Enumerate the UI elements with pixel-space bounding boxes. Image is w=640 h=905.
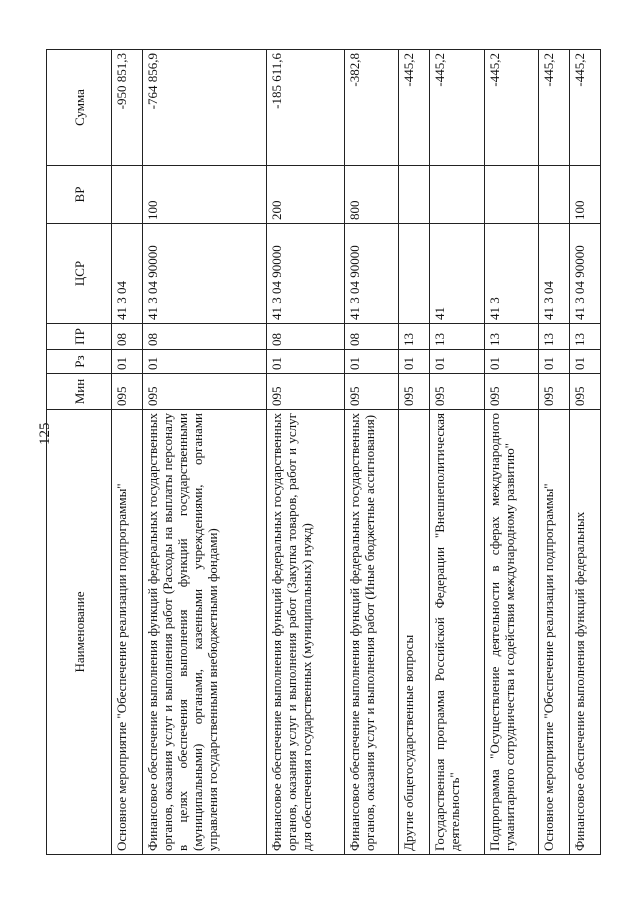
cell-pr: 13 xyxy=(399,324,430,350)
cell-csr: 41 3 04 90000 xyxy=(143,224,267,324)
table-header-row xyxy=(47,50,112,855)
cell-name: Финансовое обеспечение выполнения функций федеральных xyxy=(569,410,600,855)
cell-min: 095 xyxy=(399,374,430,410)
cell-rz: 01 xyxy=(267,350,345,374)
cell-sum: -445,2 xyxy=(569,50,600,166)
cell-vr xyxy=(430,166,484,224)
cell-csr: 41 3 04 90000 xyxy=(267,224,345,324)
cell-rz: 01 xyxy=(399,350,430,374)
header-min: Мин xyxy=(47,374,112,410)
cell-sum: -445,2 xyxy=(430,50,484,166)
cell-rz: 01 xyxy=(143,350,267,374)
cell-vr: 800 xyxy=(344,166,398,224)
cell-csr xyxy=(399,224,430,324)
cell-min: 095 xyxy=(143,374,267,410)
cell-pr: 13 xyxy=(538,324,569,350)
cell-sum: -445,2 xyxy=(399,50,430,166)
cell-vr: 100 xyxy=(569,166,600,224)
cell-pr: 08 xyxy=(112,324,143,350)
cell-name: Другие общегосударственные вопросы xyxy=(399,410,430,855)
cell-vr xyxy=(399,166,430,224)
cell-sum: -764 856,9 xyxy=(143,50,267,166)
table-row xyxy=(399,50,430,855)
cell-min: 095 xyxy=(569,374,600,410)
table-row xyxy=(344,50,398,855)
cell-csr: 41 3 04 xyxy=(538,224,569,324)
cell-name: Подпрограмма "Осуществление деятельности в сферах международного гуманитарного сотрудничества и содействия международному развитию" xyxy=(484,410,538,855)
cell-vr xyxy=(484,166,538,224)
cell-name: Государственная программа Российской Федерации "Внешнеполитическая деятельность" xyxy=(430,410,484,855)
table-row xyxy=(430,50,484,855)
cell-csr: 41 3 04 xyxy=(112,224,143,324)
rotated-table-container xyxy=(46,50,601,855)
cell-pr: 08 xyxy=(143,324,267,350)
cell-vr: 100 xyxy=(143,166,267,224)
cell-rz: 01 xyxy=(344,350,398,374)
cell-csr: 41 3 xyxy=(484,224,538,324)
cell-csr: 41 3 04 90000 xyxy=(569,224,600,324)
table-row xyxy=(569,50,600,855)
cell-pr: 13 xyxy=(430,324,484,350)
cell-name: Основное мероприятие "Обеспечение реализации подпрограммы" xyxy=(538,410,569,855)
cell-vr: 200 xyxy=(267,166,345,224)
header-csr: ЦСР xyxy=(47,224,112,324)
cell-csr: 41 xyxy=(430,224,484,324)
header-name: Наименование xyxy=(47,410,112,855)
cell-pr: 08 xyxy=(344,324,398,350)
table-row xyxy=(112,50,143,855)
cell-min: 095 xyxy=(430,374,484,410)
table-row xyxy=(267,50,345,855)
cell-min: 095 xyxy=(484,374,538,410)
budget-table xyxy=(46,49,601,855)
table-row xyxy=(143,50,267,855)
cell-pr: 08 xyxy=(267,324,345,350)
cell-name: Финансовое обеспечение выполнения функций федеральных государственных органов, оказания услуг и выполнения работ (Закупка товаров, работ и услуг для обеспечения государственных (муниципальных) нужд) xyxy=(267,410,345,855)
cell-sum: -445,2 xyxy=(538,50,569,166)
page-number: 125 xyxy=(37,422,53,445)
header-sum: Сумма xyxy=(47,50,112,166)
cell-sum: -950 851,3 xyxy=(112,50,143,166)
cell-rz: 01 xyxy=(430,350,484,374)
cell-pr: 13 xyxy=(569,324,600,350)
cell-sum: -382,8 xyxy=(344,50,398,166)
cell-pr: 13 xyxy=(484,324,538,350)
cell-min: 095 xyxy=(267,374,345,410)
table-row xyxy=(484,50,538,855)
cell-csr: 41 3 04 90000 xyxy=(344,224,398,324)
cell-name: Финансовое обеспечение выполнения функций федеральных государственных органов, оказания услуг и выполнения работ (Расходы на выплаты персоналу в целях обеспечения выполнения функций государственными (муниципальными) органами, казенными учреждениями, органами управления государственными внебюджетными фондами) xyxy=(143,410,267,855)
header-pr: ПР xyxy=(47,324,112,350)
cell-min: 095 xyxy=(344,374,398,410)
header-rz: Рз xyxy=(47,350,112,374)
cell-rz: 01 xyxy=(484,350,538,374)
cell-sum: -185 611,6 xyxy=(267,50,345,166)
cell-rz: 01 xyxy=(538,350,569,374)
cell-vr xyxy=(538,166,569,224)
cell-name: Финансовое обеспечение выполнения функций федеральных государственных органов, оказания услуг и выполнения работ (Иные бюджетные ассигнования) xyxy=(344,410,398,855)
cell-name: Основное мероприятие "Обеспечение реализации подпрограммы" xyxy=(112,410,143,855)
cell-vr xyxy=(112,166,143,224)
table-row xyxy=(538,50,569,855)
cell-sum: -445,2 xyxy=(484,50,538,166)
cell-min: 095 xyxy=(112,374,143,410)
header-vr: ВР xyxy=(47,166,112,224)
cell-rz: 01 xyxy=(112,350,143,374)
cell-rz: 01 xyxy=(569,350,600,374)
cell-min: 095 xyxy=(538,374,569,410)
